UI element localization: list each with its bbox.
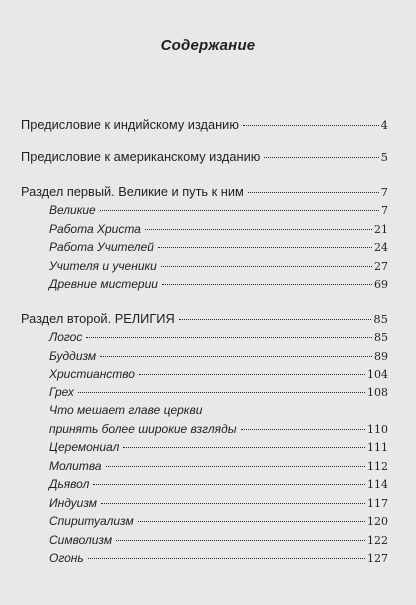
dot-leader [162, 283, 372, 285]
toc-page-number: 85 [373, 312, 388, 326]
toc-entry-label: Предисловие к индийскому изданию [21, 117, 239, 132]
dot-leader [100, 209, 379, 211]
toc-entry [49, 438, 388, 456]
toc-entry-label: Работа Христа [49, 222, 141, 236]
toc-page-number: 114 [367, 478, 388, 491]
toc-entry [21, 310, 388, 328]
toc-entry-label: Огонь [49, 551, 84, 565]
toc-entry-label: принять более широкие взгляды [49, 422, 237, 436]
dot-leader [93, 483, 365, 485]
dot-leader [123, 446, 365, 448]
toc-page-number: 24 [374, 241, 388, 254]
dot-leader [243, 124, 379, 126]
toc-entry-label: Буддизм [49, 349, 97, 363]
toc-page-number: 110 [367, 423, 388, 436]
toc-entry [21, 116, 388, 134]
toc-entry [49, 257, 388, 275]
toc-entry [21, 148, 388, 166]
toc-entry-label: Индуизм [49, 496, 98, 510]
toc-page-number: 4 [380, 118, 388, 132]
toc-entry [49, 201, 388, 219]
toc-page-number: 122 [367, 534, 388, 547]
toc-entry [49, 383, 388, 401]
toc-entry [49, 420, 388, 438]
toc-page-number: 85 [374, 331, 388, 344]
toc-entry [49, 238, 388, 256]
toc-page-number: 111 [367, 441, 388, 454]
toc-entry-label: Великие [49, 203, 96, 217]
toc-entry [49, 365, 388, 383]
toc-entry-label: Работа Учителей [49, 240, 154, 254]
toc-entry-label: Символизм [49, 533, 113, 547]
page-title: Содержание [160, 37, 256, 54]
toc-entry-label: Что мешает главе церкви [49, 403, 203, 417]
toc-page-number: 108 [367, 386, 388, 399]
dot-leader [179, 318, 372, 320]
toc-entry-label: Учителя и ученики [49, 259, 157, 273]
toc-page-number: 117 [367, 497, 388, 510]
toc-entry [49, 275, 388, 293]
toc-page-number: 7 [381, 204, 388, 217]
dot-leader [161, 265, 372, 267]
toc-entry-label: Христианство [49, 367, 135, 381]
dot-leader [116, 539, 365, 541]
toc-page-number: 69 [374, 278, 388, 291]
dot-leader [86, 336, 372, 338]
toc-entry [21, 183, 388, 201]
toc-entry [49, 328, 388, 346]
toc-page-number: 112 [367, 460, 388, 473]
toc-entry-label: Логос [49, 330, 83, 344]
toc-page-number: 5 [380, 150, 388, 164]
toc-entry [49, 220, 388, 238]
toc-entry [49, 457, 388, 475]
toc-page-number: 120 [367, 515, 388, 528]
toc-entry-label: Древние мистерии [49, 277, 158, 291]
toc-entry-label: Церемониал [49, 440, 120, 454]
toc-page-number: 104 [367, 368, 388, 381]
toc-entry [49, 531, 388, 549]
toc-entry [49, 401, 388, 419]
toc-entry-label: Грех [49, 385, 74, 399]
dot-leader [88, 557, 365, 559]
toc-entry [49, 494, 388, 512]
dot-leader [158, 246, 372, 248]
toc-entry-label: Дьявол [49, 477, 90, 491]
dot-leader [145, 228, 372, 230]
toc-entry-label: Молитва [49, 459, 102, 473]
toc-entry-label: Спиритуализм [49, 514, 134, 528]
dot-leader [248, 191, 379, 193]
toc-entry-label: Предисловие к американскому изданию [21, 149, 261, 164]
dot-leader [241, 428, 365, 430]
toc-entry-label: Раздел второй. РЕЛИГИЯ [21, 311, 175, 326]
toc-entry [49, 347, 388, 365]
toc-page-number: 21 [374, 223, 388, 236]
dot-leader [106, 465, 365, 467]
dot-leader [139, 373, 365, 375]
toc-page-number: 89 [374, 350, 388, 363]
toc-entry [49, 549, 388, 567]
toc-page-number: 127 [367, 552, 388, 565]
toc-entry [49, 475, 388, 493]
toc-page-number: 27 [374, 260, 388, 273]
dot-leader [100, 355, 372, 357]
dot-leader [101, 502, 365, 504]
dot-leader [138, 520, 365, 522]
toc-entry-label: Раздел первый. Великие и путь к ним [21, 184, 244, 199]
toc-entry [49, 512, 388, 530]
dot-leader [264, 156, 378, 158]
dot-leader [78, 391, 365, 393]
toc-page-number: 7 [380, 185, 388, 199]
